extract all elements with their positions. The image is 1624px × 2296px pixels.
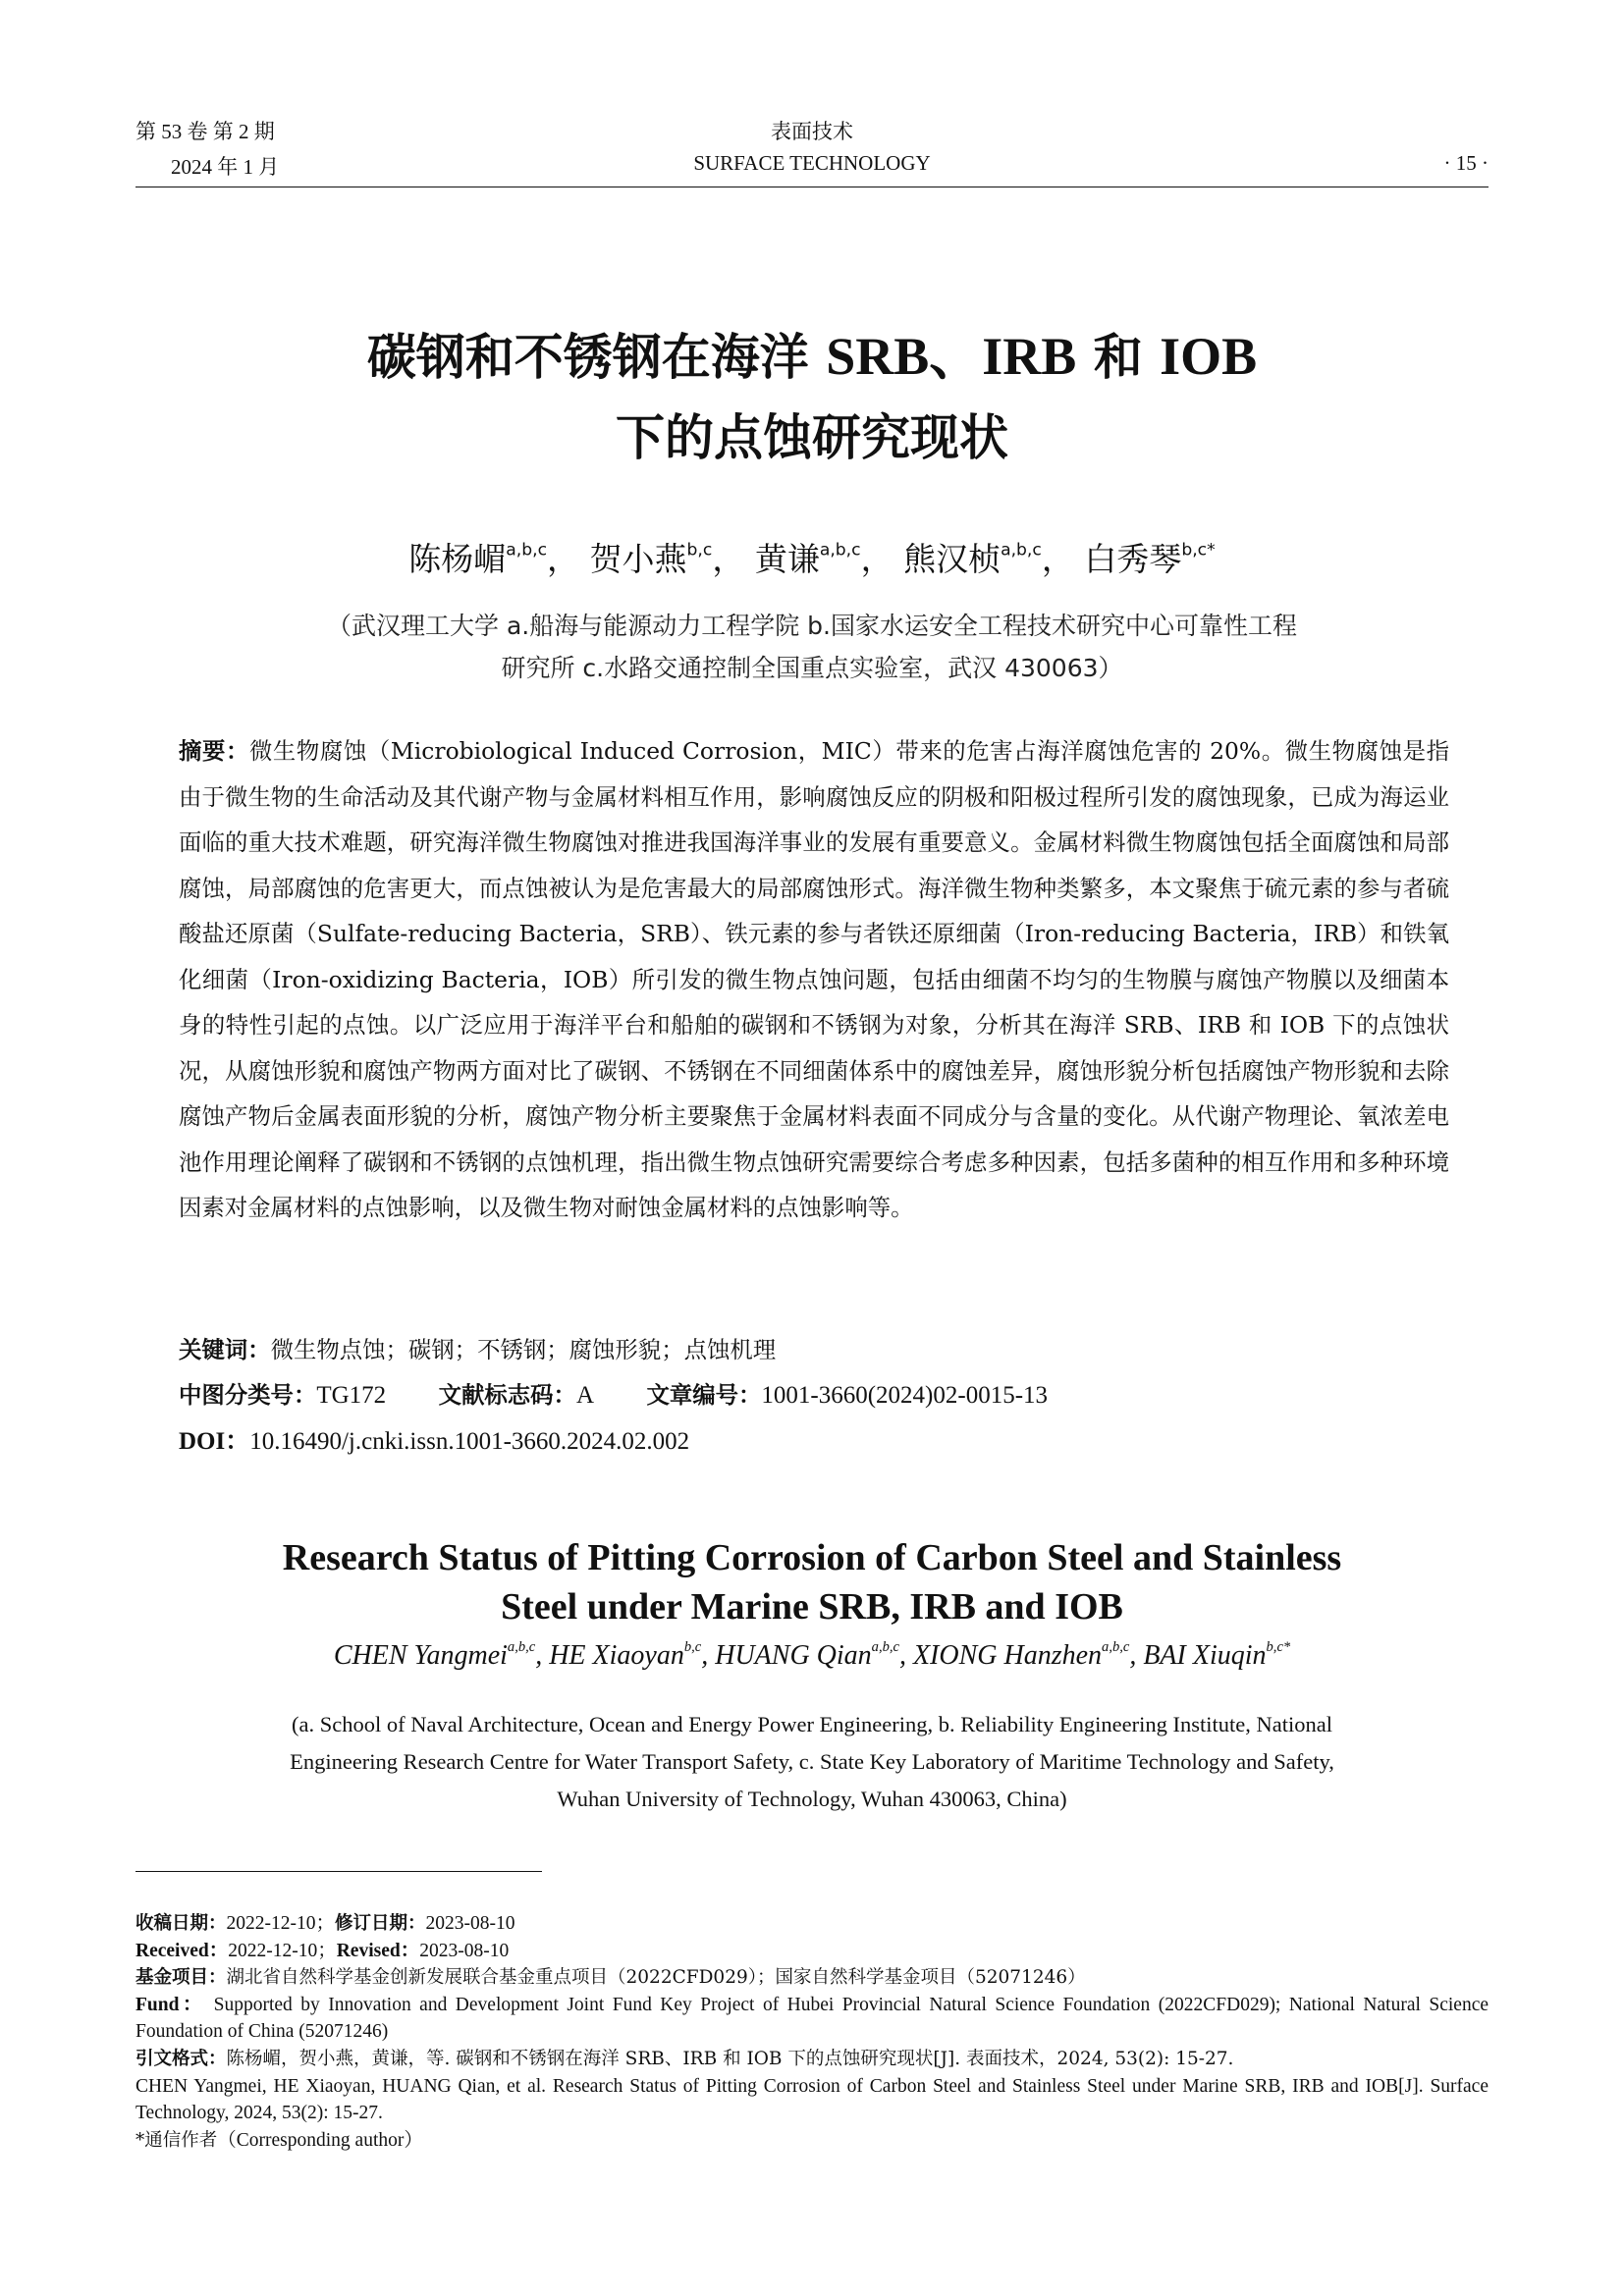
author-en xyxy=(1143,1640,1290,1671)
title-cn-en: SRB、IRB xyxy=(826,327,1077,386)
author-sup: a,b,c xyxy=(1001,540,1042,561)
doi-line xyxy=(179,1421,1449,1457)
author-sep: , xyxy=(1129,1640,1144,1671)
doi-label: DOI： xyxy=(179,1428,250,1455)
volume-issue: 第 53 卷 第 2 期 xyxy=(135,120,275,143)
footnote-dates-cn xyxy=(135,1910,1489,1938)
title-en xyxy=(0,1533,1624,1631)
doc-code-label: 文献标志码： xyxy=(438,1381,576,1409)
author-cn xyxy=(1084,540,1215,578)
title-cn-part: 碳钢和不锈钢在海洋 xyxy=(366,329,827,386)
author-en xyxy=(715,1640,913,1671)
author-sup: a,b,c xyxy=(1102,1638,1130,1655)
footnotes xyxy=(135,1910,1489,2154)
footnote-rule xyxy=(135,1871,542,1872)
corresponding-en: （Corresponding author） xyxy=(217,2129,423,2151)
title-cn-line2: 下的点蚀研究现状 xyxy=(616,409,1008,466)
footnote-dates-en xyxy=(135,1938,1489,1965)
author-name: 贺小燕 xyxy=(589,540,687,578)
fund-cn-label: 基金项目： xyxy=(135,1967,227,1989)
author-sup: b,c xyxy=(683,1638,702,1655)
doi-value[interactable]: 10.16490/j.cnki.issn.1001-3660.2024.02.002 xyxy=(249,1428,690,1455)
author-sup: a,b,c xyxy=(507,1638,536,1655)
clc-value: TG172 xyxy=(316,1382,387,1409)
author-sep: ， xyxy=(547,540,580,578)
author-cn xyxy=(408,540,579,578)
author-name: HE Xiaoyan xyxy=(549,1640,684,1671)
running-header xyxy=(0,116,1624,185)
affiliation-en-line3: Wuhan University of Technology, Wuhan 430063, China) xyxy=(557,1787,1067,1811)
footnote-corresponding xyxy=(135,2127,1489,2155)
revised-en-value: 2023-08-10 xyxy=(419,1940,510,1961)
author-name: 熊汉桢 xyxy=(903,540,1001,578)
article-number-value: 1001-3660(2024)02-0015-13 xyxy=(761,1382,1049,1409)
title-en-line1: Research Status of Pitting Corrosion of Carbon Steel and Stainless xyxy=(282,1537,1342,1578)
classification-line xyxy=(179,1376,1449,1410)
author-sep: ， xyxy=(860,540,893,578)
revised-cn-value: 2023-08-10 xyxy=(425,1913,515,1934)
author-sup: a,b,c xyxy=(819,540,861,561)
author-sep: , xyxy=(701,1640,716,1671)
author-sep: ， xyxy=(1041,540,1074,578)
footnote-cite-en: CHEN Yangmei, HE Xiaoyan, HUANG Qian, et al. Research Status of Pitting Corrosion of Carbon Steel and Stainless Steel under Marine SRB, IRB and IOB[J]. Surface Technology, 2024, 53(2): 15-27. xyxy=(135,2075,1489,2124)
fund-en-label: Fund： xyxy=(135,1994,206,2015)
author-sup: b,c* xyxy=(1181,540,1216,561)
cite-cn-text: 陈杨嵋，贺小燕，黄谦，等. 碳钢和不锈钢在海洋 SRB、IRB 和 IOB 下的点蚀研究现状[J]. 表面技术，2024, 53(2): 15-27. xyxy=(226,2048,1234,2069)
received-en-label: Received： xyxy=(135,1940,229,1961)
author-sup: b,c xyxy=(686,540,713,561)
author-sup: b,c* xyxy=(1266,1638,1291,1655)
affiliation-en-line1: (a. School of Naval Architecture, Ocean and Energy Power Engineering, b. Reliability Engineering Institute, National xyxy=(292,1712,1332,1736)
abstract-label: 摘要： xyxy=(179,737,249,765)
issue-date: 2024 年 1 月 xyxy=(171,155,280,179)
doc-code-value: A xyxy=(575,1382,595,1409)
author-sep: , xyxy=(535,1640,550,1671)
keywords-text: 微生物点蚀；碳钢；不锈钢；腐蚀形貌；点蚀机理 xyxy=(270,1336,777,1363)
author-en xyxy=(334,1640,549,1671)
fund-en-text: Supported by Innovation and Development Joint Fund Key Project of Hubei Provincial Natural Science Foundation (2022CFD029); National Natural Science Foundation of China (52071246) xyxy=(135,1994,1489,2043)
author-name: 黄谦 xyxy=(754,540,820,578)
author-cn xyxy=(903,540,1074,578)
author-name: CHEN Yangmei xyxy=(333,1640,508,1671)
authors-en xyxy=(0,1640,1624,1672)
title-cn-part: 和 xyxy=(1076,329,1161,386)
author-en xyxy=(913,1640,1143,1671)
affiliation-cn-line2: 研究所 c.水路交通控制全国重点实验室，武汉 430063） xyxy=(501,654,1123,682)
author-sep: ， xyxy=(712,540,745,578)
keywords xyxy=(179,1331,1449,1364)
footnote-fund-cn xyxy=(135,1964,1489,1992)
affiliation-en xyxy=(0,1706,1624,1818)
cite-cn-label: 引文格式： xyxy=(135,2048,227,2069)
affiliation-cn xyxy=(0,605,1624,689)
author-name: 白秀琴 xyxy=(1084,540,1182,578)
affiliation-cn-line1: （武汉理工大学 a.船海与能源动力工程学院 b.国家水运安全工程技术研究中心可靠性工程 xyxy=(327,612,1297,640)
author-name: HUANG Qian xyxy=(715,1640,872,1671)
author-cn xyxy=(590,540,745,578)
clc-label: 中图分类号： xyxy=(179,1381,317,1409)
article-number-label: 文章编号： xyxy=(646,1381,762,1409)
corresponding-label: *通信作者 xyxy=(135,2129,218,2151)
author-name: BAI Xiuqin xyxy=(1143,1640,1267,1671)
authors-cn xyxy=(0,534,1624,580)
journal-name-en: SURFACE TECHNOLOGY xyxy=(693,151,931,175)
author-sep: , xyxy=(898,1640,913,1671)
title-cn-line1 xyxy=(0,316,1624,398)
revised-en-label: Revised： xyxy=(336,1940,420,1961)
abstract xyxy=(179,728,1449,1231)
keywords-label: 关键词： xyxy=(179,1336,271,1363)
footnote-cite-cn xyxy=(135,2046,1489,2073)
footnote-fund-en xyxy=(135,1992,1489,2046)
author-name: 陈杨嵋 xyxy=(408,540,507,578)
author-sup: a,b,c xyxy=(871,1638,899,1655)
author-sup: a,b,c xyxy=(506,540,548,561)
author-cn xyxy=(755,540,893,578)
title-en-line2: Steel under Marine SRB, IRB and IOB xyxy=(501,1586,1123,1628)
author-name: XIONG Hanzhen xyxy=(912,1640,1103,1671)
author-en xyxy=(549,1640,715,1671)
affiliation-en-line2: Engineering Research Centre for Water Transport Safety, c. State Key Laboratory of Maritime Technology and Safety, xyxy=(290,1749,1334,1774)
title-cn xyxy=(0,316,1624,478)
fund-cn-text: 湖北省自然科学基金创新发展联合基金重点项目（2022CFD029）；国家自然科学基金项目（52071246） xyxy=(226,1967,1086,1989)
received-cn-label: 收稿日期： xyxy=(135,1913,227,1934)
revised-cn-label: 修订日期： xyxy=(335,1913,426,1934)
received-en-value: 2022-12-10； xyxy=(228,1940,337,1961)
title-cn-en: IOB xyxy=(1160,327,1258,386)
received-cn-value: 2022-12-10； xyxy=(226,1913,336,1934)
abstract-text: 微生物腐蚀（Microbiological Induced Corrosion，MIC）带来的危害占海洋腐蚀危害的 20%。微生物腐蚀是指由于微生物的生命活动及其代谢产物与金属材料相互作用，影响腐蚀反应的阴极和阳极过程所引发的腐蚀现象，已成为海运业面临的重大技术难题，研究海洋微生物腐蚀对推进我国海洋事业的发展有重要意义。金属材料微生物腐蚀包括全面腐蚀和局部腐蚀，局部腐蚀的危害更大，而点蚀被认为是危害最大的局部腐蚀形式。海洋微生物种类繁多，本文聚焦于硫元素的参与者硫酸盐还原菌（Sulfate-reducing Bacteria，SRB）、铁元素的参与者铁还原细菌（Iron-reducing Bacteria，IRB）和铁氧化细菌（Iron-oxidizing Bacteria，IOB）所引发的微生物点蚀问题，包括由细菌不均匀的生物膜与腐蚀产物膜以及细菌本身的特性引起的点蚀。以广泛应用于海洋平台和船舶的碳钢和不锈钢为对象，分析其在海洋 SRB、IRB 和 IOB 下的点蚀状况，从腐蚀形貌和腐蚀产物两方面对比了碳钢、不锈钢在不同细菌体系中的腐蚀差异，腐蚀形貌分析包括腐蚀产物形貌和去除腐蚀产物后金属表面形貌的分析，腐蚀产物分析主要聚焦于金属材料表面不同成分与含量的变化。从代谢产物理论、氧浓差电池作用理论阐释了碳钢和不锈钢的点蚀机理，指出微生物点蚀研究需要综合考虑多种因素，包括多菌种的相互作用和多种环境因素对金属材料的点蚀影响，以及微生物对耐蚀金属材料的点蚀影响等。 xyxy=(179,737,1449,1221)
page-number: · 15 · xyxy=(1443,151,1489,175)
journal-name-cn: 表面技术 xyxy=(771,120,853,143)
